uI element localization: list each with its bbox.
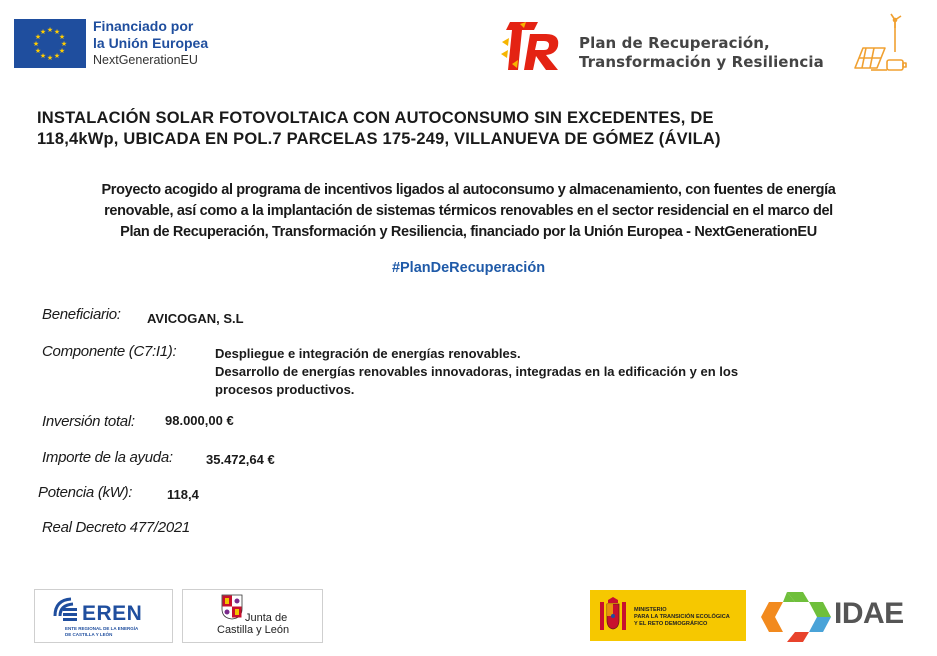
eu-funding-label	[93, 18, 208, 69]
ministerio-line1: MINISTERIO	[634, 607, 667, 613]
eren-logo-icon	[51, 596, 81, 622]
ministerio-text	[634, 607, 730, 628]
jcyl-shield-icon	[221, 594, 243, 625]
title-line2: 118,4kWp, UBICADA EN POL.7 PARCELAS 175-249, VILLANUEVA DE GÓMEZ (ÁVILA)	[37, 130, 721, 148]
project-title	[37, 108, 907, 150]
svg-text:★: ★	[39, 28, 47, 36]
componente-label: Componente (C7:I1):	[42, 343, 177, 360]
jcyl-line2: Castilla y León	[217, 624, 290, 636]
spain-coat-of-arms-icon	[596, 596, 630, 641]
description-line2: renovable, así como a la implantación de sistemas térmicos renovables en el sector residencial en el marco del	[104, 203, 833, 219]
eu-line3: NextGenerationEU	[93, 53, 198, 67]
eren-name: EREN	[82, 602, 143, 625]
ministerio-line3: Y EL RETO DEMOGRÁFICO	[634, 621, 708, 627]
eren-sub2: DE CASTILLA Y LEÓN	[65, 632, 113, 637]
eren-sub1: ENTE REGIONAL DE LA ENERGÍA	[65, 626, 139, 631]
plan-line1: Plan de Recuperación,	[579, 34, 770, 52]
svg-text:★: ★	[58, 47, 66, 55]
jcyl-logo	[182, 589, 323, 643]
idae-logo-icon	[761, 590, 831, 649]
inversion-value: 98.000,00 €	[165, 413, 234, 428]
svg-text:★: ★	[53, 28, 61, 36]
svg-text:★: ★	[58, 33, 66, 41]
idae-label: IDAE	[834, 597, 904, 630]
componente-line3: procesos productivos.	[215, 382, 355, 397]
svg-text:★: ★	[46, 26, 54, 34]
prtr-logo-icon	[500, 20, 566, 72]
eu-flag-icon	[14, 19, 86, 68]
eu-line1: Financiado por	[93, 18, 194, 34]
potencia-value: 118,4	[167, 487, 199, 502]
description-line1: Proyecto acogido al programa de incentivos ligados al autoconsumo y almacenamiento, con fuentes de energía	[101, 182, 836, 198]
svg-text:★: ★	[60, 40, 68, 48]
importe-label: Importe de la ayuda:	[42, 449, 173, 466]
componente-line1: Despliegue e integración de energías renovables.	[215, 346, 521, 361]
componente-value	[215, 345, 895, 399]
beneficiario-value: AVICOGAN, S.L	[147, 311, 244, 326]
importe-value: 35.472,64 €	[206, 452, 275, 467]
hashtag: #PlanDeRecuperación	[391, 260, 546, 276]
eu-line2: la Unión Europea	[93, 35, 209, 51]
beneficiario-label: Beneficiario:	[42, 306, 121, 323]
svg-text:★: ★	[46, 54, 54, 62]
project-description	[30, 180, 907, 243]
potencia-label: Potencia (kW):	[38, 484, 133, 501]
real-decreto: Real Decreto 477/2021	[42, 519, 190, 536]
ministerio-line2: PARA LA TRANSICIÓN ECOLÓGICA	[634, 614, 730, 620]
plan-recuperacion-label	[579, 34, 824, 72]
eren-subtitle	[65, 626, 138, 638]
svg-text:★: ★	[39, 52, 47, 60]
svg-text:★: ★	[34, 33, 42, 41]
solar-house-icon	[851, 12, 915, 76]
title-line1: INSTALACIÓN SOLAR FOTOVOLTAICA CON AUTOCONSUMO SIN EXCEDENTES, DE	[37, 109, 714, 127]
inversion-label: Inversión total:	[42, 413, 135, 430]
description-line3: Plan de Recuperación, Transformación y Resiliencia, financiado por la Unión Europea - NextGenerationEU	[120, 224, 817, 240]
plan-line2: Transformación y Resiliencia	[579, 53, 824, 71]
svg-text:★: ★	[53, 52, 61, 60]
svg-text:★: ★	[32, 40, 40, 48]
eren-logo	[34, 589, 173, 643]
svg-text:★: ★	[34, 47, 42, 55]
componente-line2: Desarrollo de energías renovables innovadoras, integradas en la edificación y en los	[215, 364, 739, 379]
jcyl-line1: Junta de	[245, 612, 288, 624]
